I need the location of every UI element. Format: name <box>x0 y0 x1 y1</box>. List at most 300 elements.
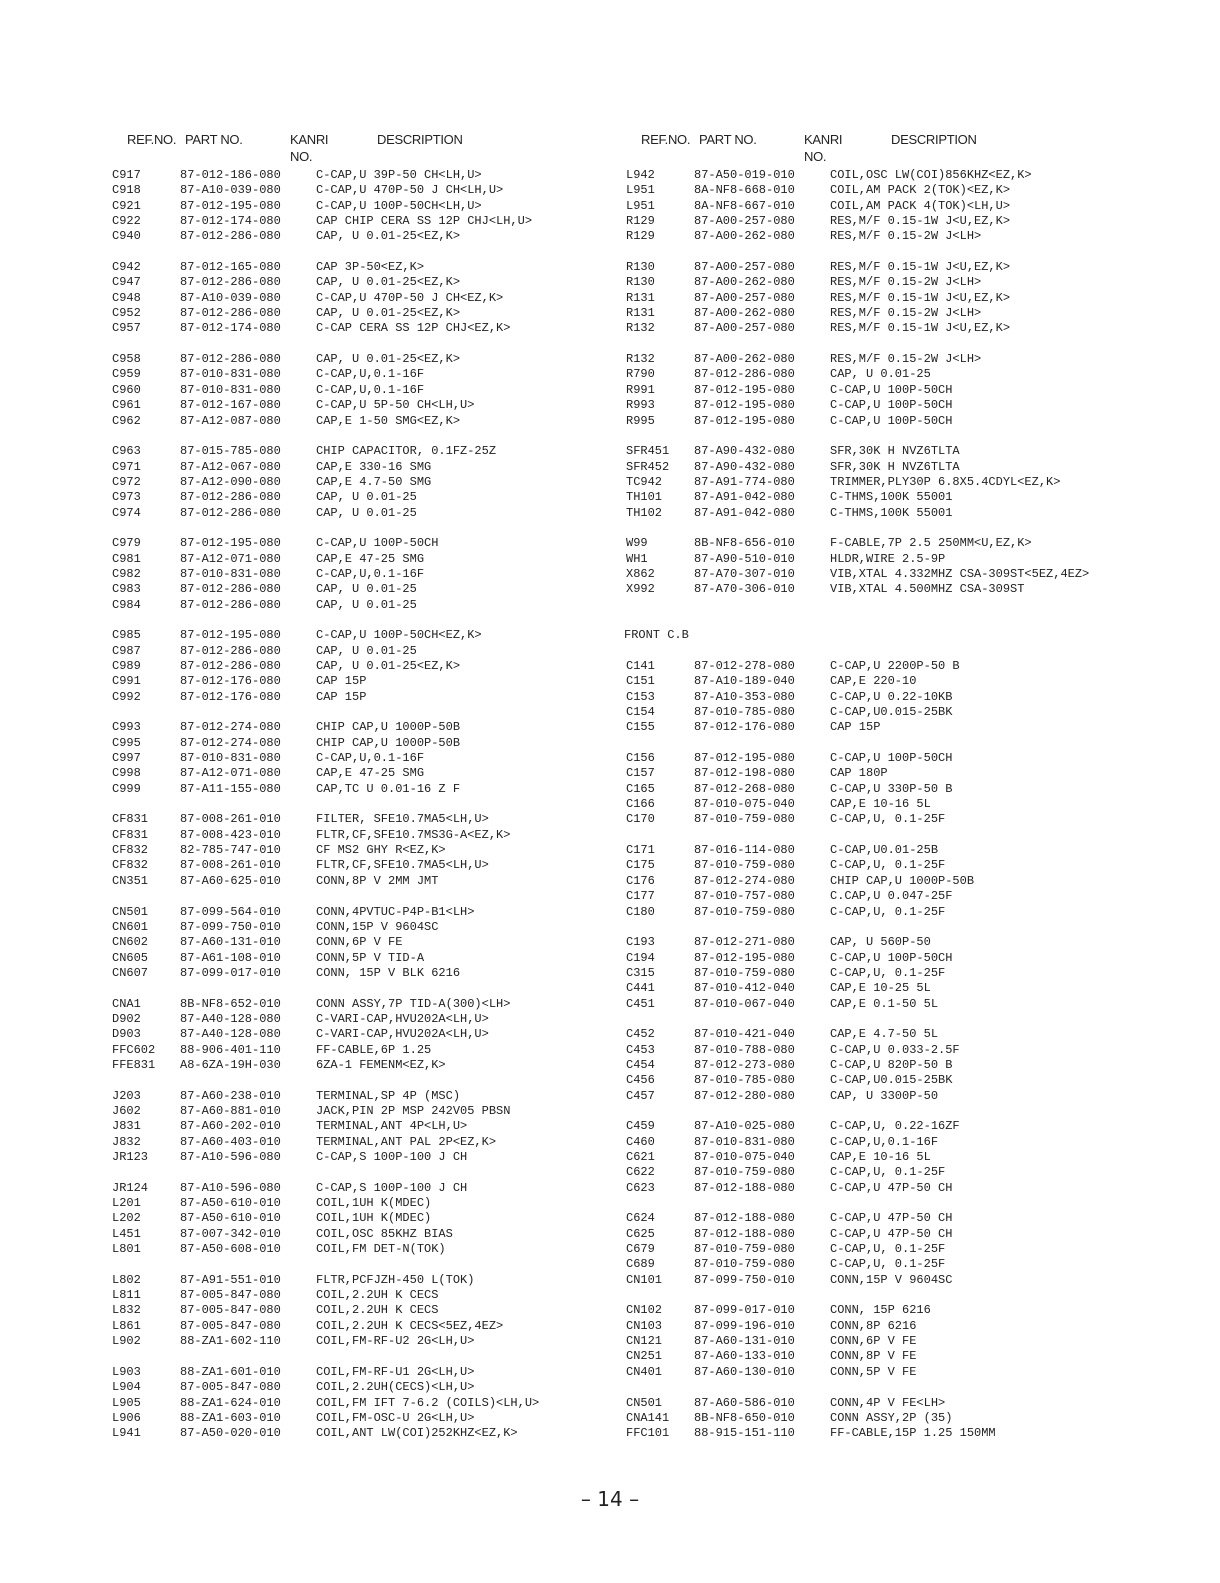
ref-no-cell: L906 <box>112 1410 141 1425</box>
ref-no-cell: C166 <box>626 797 655 812</box>
parts-row <box>110 168 670 183</box>
ref-no-cell: R991 <box>626 382 655 397</box>
description-cell: CAP,TC U 0.01-16 Z F <box>316 781 461 796</box>
ref-no-cell: J832 <box>112 1134 141 1149</box>
parts-row <box>624 1043 1184 1058</box>
parts-row <box>110 828 670 843</box>
part-no-cell: 87-A12-087-080 <box>180 413 281 428</box>
parts-row <box>624 935 1184 950</box>
row-spacer <box>624 521 1184 536</box>
description-cell: RES,M/F 0.15-1W J<U,EZ,K> <box>830 260 1011 275</box>
parts-row <box>110 951 670 966</box>
section-heading <box>624 628 1184 643</box>
description-cell: FILTER, SFE10.7MA5<LH,U> <box>316 812 489 827</box>
part-no-cell: 8A-NF8-667-010 <box>694 198 795 213</box>
parts-row <box>624 582 1184 597</box>
ref-no-cell: L902 <box>112 1334 141 1349</box>
part-no-cell: 87-012-271-080 <box>694 935 795 950</box>
parts-row <box>110 1027 670 1042</box>
part-no-cell: 8B-NF8-652-010 <box>180 996 281 1011</box>
ref-no-cell: L905 <box>112 1395 141 1410</box>
description-cell: COIL,OSC 85KHZ BIAS <box>316 1226 453 1241</box>
part-no-cell: 88-ZA1-624-010 <box>180 1395 281 1410</box>
part-no-cell: 88-ZA1-601-010 <box>180 1364 281 1379</box>
ref-no-cell: R130 <box>626 260 655 275</box>
ref-no-cell: C958 <box>112 352 141 367</box>
ref-no-cell: C622 <box>626 1165 655 1180</box>
ref-no-cell: R131 <box>626 290 655 305</box>
ref-no-cell: C997 <box>112 751 141 766</box>
part-no-cell: 87-012-195-080 <box>180 536 281 551</box>
description-cell: HLDR,WIRE 2.5-9P <box>830 551 946 566</box>
ref-no-cell: C193 <box>626 935 655 950</box>
part-no-cell: 87-012-188-080 <box>694 1180 795 1195</box>
part-no-cell: 87-012-188-080 <box>694 1226 795 1241</box>
ref-no-cell: FFE831 <box>112 1057 156 1072</box>
part-no-cell: 87-A60-625-010 <box>180 873 281 888</box>
parts-row <box>624 444 1184 459</box>
part-no-cell: 87-010-757-080 <box>694 889 795 904</box>
parts-row <box>624 674 1184 689</box>
parts-row <box>624 183 1184 198</box>
ref-no-cell: FFC101 <box>626 1426 670 1441</box>
row-spacer <box>624 644 1184 659</box>
row-spacer <box>110 613 670 628</box>
part-no-cell: 87-010-785-080 <box>694 705 795 720</box>
part-no-cell: 87-A10-353-080 <box>694 689 795 704</box>
parts-row <box>624 275 1184 290</box>
description-cell: CAP, U 0.01-25 <box>316 597 417 612</box>
ref-no-cell: CNA1 <box>112 996 141 1011</box>
description-cell: C-CAP,U, 0.1-25F <box>830 904 946 919</box>
part-no-cell: 87-012-195-080 <box>694 398 795 413</box>
ref-no-cell: L832 <box>112 1303 141 1318</box>
parts-row <box>110 1319 670 1334</box>
ref-no-cell: CF831 <box>112 812 149 827</box>
description-cell: CAP, U 0.01-25 <box>316 643 417 658</box>
parts-row <box>624 367 1184 382</box>
ref-no-cell: C972 <box>112 474 141 489</box>
part-no-cell: 87-012-167-080 <box>180 398 281 413</box>
description-cell: C-CAP,U 330P-50 B <box>830 781 953 796</box>
part-no-header: PART NO. <box>699 132 757 147</box>
part-no-cell: 87-099-750-010 <box>180 919 281 934</box>
ref-no-cell: C155 <box>626 720 655 735</box>
ref-no-cell: C141 <box>626 659 655 673</box>
ref-no-cell: R132 <box>626 321 655 336</box>
description-cell: VIB,XTAL 4.500MHZ CSA-309ST <box>830 582 1025 597</box>
parts-row <box>624 1150 1184 1165</box>
part-no-cell: 87-A91-042-080 <box>694 490 795 505</box>
part-no-cell: 88-906-401-110 <box>180 1042 281 1057</box>
parts-row <box>624 981 1184 996</box>
parts-row <box>110 229 670 244</box>
ref-no-cell: CN251 <box>626 1349 663 1364</box>
part-no-cell: 87-A00-257-080 <box>694 321 795 336</box>
part-no-cell: 87-005-847-080 <box>180 1380 281 1395</box>
part-no-cell: 87-012-176-080 <box>180 689 281 704</box>
description-cell: C-CAP,U 470P-50 J CH<EZ,K> <box>316 290 504 305</box>
parts-rows <box>624 168 1184 1442</box>
parts-row <box>110 1334 670 1349</box>
part-no-cell: 87-010-421-040 <box>694 1027 795 1042</box>
ref-no-cell: C993 <box>112 720 141 735</box>
parts-row <box>624 1027 1184 1042</box>
description-cell: CAP,E 4.7-50 SMG <box>316 474 432 489</box>
parts-row <box>110 1211 670 1226</box>
description-cell: C-CAP,U 0.22-10KB <box>830 689 953 704</box>
row-spacer <box>624 736 1184 751</box>
part-no-cell: 87-A60-202-010 <box>180 1119 281 1134</box>
ref-no-cell: D902 <box>112 1011 141 1026</box>
ref-no-cell: C170 <box>626 812 655 827</box>
parts-row <box>110 858 670 873</box>
part-no-cell: 87-008-261-010 <box>180 858 281 873</box>
part-no-cell: 87-012-198-080 <box>694 766 795 781</box>
part-no-cell: 87-A50-610-010 <box>180 1211 281 1226</box>
description-cell: TRIMMER,PLY30P 6.8X5.4CDYL<EZ,K> <box>830 474 1061 489</box>
parts-row <box>110 751 670 766</box>
description-cell: CAP, U 0.01-25<EZ,K> <box>316 229 461 244</box>
parts-row <box>110 1303 670 1318</box>
ref-no-cell: CN351 <box>112 873 149 888</box>
part-no-cell: 87-012-195-080 <box>694 751 795 766</box>
parts-row <box>624 414 1184 429</box>
description-cell: RES,M/F 0.15-2W J<LH> <box>830 229 982 244</box>
row-spacer <box>624 920 1184 935</box>
parts-row <box>624 766 1184 781</box>
ref-no-cell: CN401 <box>626 1364 663 1379</box>
description-cell: C-CAP,U,0.1-16F <box>830 1134 939 1149</box>
description-cell: CAP 15P <box>830 720 881 735</box>
part-no-cell: 87-015-785-080 <box>180 444 281 459</box>
parts-column-right <box>624 128 1184 1442</box>
ref-no-cell: CN121 <box>626 1334 663 1349</box>
description-cell: C-CAP,U 47P-50 CH <box>830 1211 953 1226</box>
parts-row <box>624 659 1184 674</box>
parts-row <box>110 552 670 567</box>
ref-no-cell: L802 <box>112 1272 141 1287</box>
parts-row <box>624 1319 1184 1334</box>
ref-no-cell: C623 <box>626 1180 655 1195</box>
part-no-cell: 87-012-286-080 <box>180 643 281 658</box>
parts-row <box>624 168 1184 183</box>
part-no-cell: 87-012-278-080 <box>694 659 795 673</box>
ref-no-cell: C974 <box>112 505 141 520</box>
parts-row <box>110 1411 670 1426</box>
description-cell: CAP,E 1-50 SMG<EZ,K> <box>316 413 461 428</box>
parts-row <box>110 1043 670 1058</box>
parts-row <box>110 935 670 950</box>
parts-row <box>110 567 670 582</box>
ref-no-cell: R129 <box>626 229 655 244</box>
ref-no-cell: C985 <box>112 628 141 643</box>
part-no-cell: 87-012-195-080 <box>694 413 795 428</box>
ref-no-cell: C922 <box>112 214 141 229</box>
description-cell: C-CAP,U 2200P-50 B <box>830 659 960 673</box>
row-spacer <box>624 337 1184 352</box>
part-no-cell: 87-010-067-040 <box>694 996 795 1011</box>
ref-no-cell: L861 <box>112 1318 141 1333</box>
part-no-cell: 87-A50-608-010 <box>180 1242 281 1257</box>
description-cell: TERMINAL,ANT 4P<LH,U> <box>316 1119 468 1134</box>
ref-no-cell: C457 <box>626 1088 655 1103</box>
ref-no-cell: L951 <box>626 198 655 213</box>
ref-no-cell: C960 <box>112 382 141 397</box>
part-no-header: PART NO. <box>185 132 243 147</box>
description-cell: C-CAP,U,0.1-16F <box>316 367 425 382</box>
part-no-cell: 87-012-286-080 <box>180 275 281 290</box>
parts-row <box>624 720 1184 735</box>
description-cell: COIL,ANT LW(COI)252KHZ<EZ,K> <box>316 1426 518 1441</box>
description-cell: COIL,FM-RF-U2 2G<LH,U> <box>316 1334 475 1349</box>
description-cell: CHIP CAPACITOR, 0.1FZ-25Z <box>316 444 497 459</box>
part-no-cell: 87-A50-019-010 <box>694 168 795 182</box>
parts-row <box>624 1211 1184 1226</box>
ref-no-cell: C441 <box>626 981 655 996</box>
ref-no-cell: TH102 <box>626 505 663 520</box>
part-no-cell: 87-012-286-080 <box>180 597 281 612</box>
description-cell: CF MS2 GHY R<EZ,K> <box>316 843 446 858</box>
part-no-cell: 87-A60-131-010 <box>180 935 281 950</box>
ref-no-cell: C987 <box>112 643 141 658</box>
page-number: – 14 – <box>580 1487 640 1511</box>
description-cell: C-THMS,100K 55001 <box>830 505 953 520</box>
part-no-cell: 87-012-286-080 <box>180 229 281 244</box>
ref-no-cell: W99 <box>626 536 648 551</box>
ref-no-cell: C165 <box>626 781 655 796</box>
ref-no-cell: L202 <box>112 1211 141 1226</box>
parts-row <box>110 1135 670 1150</box>
description-cell: C-CAP,U 100P-50CH <box>830 413 953 428</box>
parts-row <box>110 690 670 705</box>
parts-row <box>110 536 670 551</box>
parts-row <box>110 475 670 490</box>
description-cell: C-CAP,U0.015-25BK <box>830 1073 953 1088</box>
parts-row <box>110 598 670 613</box>
parts-row <box>110 275 670 290</box>
part-no-cell: 87-010-759-080 <box>694 812 795 827</box>
row-spacer <box>624 245 1184 260</box>
part-no-cell: 87-A60-130-010 <box>694 1364 795 1379</box>
description-cell: CAP,E 10-25 5L <box>830 981 931 996</box>
parts-row <box>110 214 670 229</box>
description-cell: RES,M/F 0.15-1W J<U,EZ,K> <box>830 290 1011 305</box>
description-cell: C-CAP,U 100P-50CH <box>830 398 953 413</box>
ref-no-cell: J203 <box>112 1088 141 1103</box>
description-cell: C-CAP,U, 0.1-25F <box>830 965 946 980</box>
part-no-cell: 87-005-847-080 <box>180 1288 281 1303</box>
description-cell: RES,M/F 0.15-2W J<LH> <box>830 352 982 367</box>
parts-row <box>624 705 1184 720</box>
column-header <box>110 128 670 168</box>
description-cell: C-THMS,100K 55001 <box>830 490 953 505</box>
ref-no-cell: SFR451 <box>626 444 670 459</box>
parts-row <box>624 889 1184 904</box>
description-cell: FF-CABLE,15P 1.25 150MM <box>830 1426 996 1441</box>
ref-no-cell: L451 <box>112 1226 141 1241</box>
part-no-cell: 87-012-286-080 <box>694 367 795 382</box>
parts-row <box>110 1242 670 1257</box>
ref-no-cell: C621 <box>626 1150 655 1164</box>
part-no-cell: 82-785-747-010 <box>180 843 281 858</box>
parts-row <box>110 659 670 674</box>
part-no-cell: 87-A60-131-010 <box>694 1334 795 1349</box>
ref-no-cell: C451 <box>626 996 655 1011</box>
section-heading-text: FRONT C.B <box>624 628 689 643</box>
ref-no-cell: C459 <box>626 1119 655 1134</box>
ref-no-header: REF.NO. <box>127 132 177 147</box>
ref-no-cell: C171 <box>626 843 655 858</box>
part-no-cell: 87-010-759-080 <box>694 858 795 873</box>
description-cell: CONN,5P V TID-A <box>316 950 425 965</box>
description-header: DESCRIPTION <box>377 132 463 147</box>
parts-row <box>624 1165 1184 1180</box>
parts-row <box>624 1426 1184 1441</box>
part-no-cell: 88-ZA1-602-110 <box>180 1334 281 1349</box>
description-cell: CHIP CAP,U 1000P-50B <box>830 873 975 888</box>
part-no-cell: 87-012-195-080 <box>180 628 281 643</box>
ref-no-cell: J831 <box>112 1119 141 1134</box>
description-cell: C-CAP,U 39P-50 CH<LH,U> <box>316 168 482 182</box>
parts-row <box>624 797 1184 812</box>
description-cell: CONN,6P V FE <box>316 935 403 950</box>
parts-row <box>624 260 1184 275</box>
part-no-cell: 87-012-274-080 <box>180 720 281 735</box>
parts-row <box>624 1396 1184 1411</box>
part-no-cell: 87-A61-108-010 <box>180 950 281 965</box>
ref-no-cell: C984 <box>112 597 141 612</box>
parts-row <box>624 1242 1184 1257</box>
description-cell: COIL,1UH K(MDEC) <box>316 1211 432 1226</box>
ref-no-cell: C624 <box>626 1211 655 1226</box>
part-no-cell: 87-A00-262-080 <box>694 229 795 244</box>
ref-no-cell: C947 <box>112 275 141 290</box>
part-no-cell: 87-012-286-080 <box>180 505 281 520</box>
ref-no-cell: C154 <box>626 705 655 720</box>
description-cell: CAP,E 47-25 SMG <box>316 766 425 781</box>
description-cell: CONN,4P V FE<LH> <box>830 1395 946 1410</box>
row-spacer <box>624 1380 1184 1395</box>
description-cell: COIL,AM PACK 2(TOK)<EZ,K> <box>830 183 1011 198</box>
part-no-cell: 87-A70-306-010 <box>694 582 795 597</box>
description-cell: C-CAP,U 100P-50CH <box>316 536 439 551</box>
parts-row <box>110 782 670 797</box>
description-cell: TERMINAL,SP 4P (MSC) <box>316 1088 461 1103</box>
description-cell: CONN, 15P V BLK 6216 <box>316 965 461 980</box>
part-no-cell: 87-A00-257-080 <box>694 290 795 305</box>
part-no-cell: 87-A40-128-080 <box>180 1027 281 1042</box>
row-spacer <box>110 1257 670 1272</box>
ref-no-cell: TC942 <box>626 474 663 489</box>
parts-row <box>624 1058 1184 1073</box>
description-header: DESCRIPTION <box>891 132 977 147</box>
description-cell: CAP, U 0.01-25 <box>316 490 417 505</box>
part-no-cell: 87-A50-610-010 <box>180 1196 281 1211</box>
part-no-cell: 87-012-286-080 <box>180 659 281 673</box>
ref-no-cell: FFC602 <box>112 1042 156 1057</box>
parts-row <box>624 383 1184 398</box>
part-no-cell: 87-A60-586-010 <box>694 1395 795 1410</box>
part-no-cell: 87-012-176-080 <box>694 720 795 735</box>
ref-no-cell: C973 <box>112 490 141 505</box>
part-no-cell: 87-012-176-080 <box>180 674 281 689</box>
part-no-cell: 87-010-075-040 <box>694 1150 795 1164</box>
parts-row <box>110 414 670 429</box>
description-cell: C-CAP,U,0.1-16F <box>316 382 425 397</box>
row-spacer <box>110 245 670 260</box>
ref-no-cell: CNA141 <box>626 1410 670 1425</box>
ref-no-cell: C456 <box>626 1073 655 1088</box>
parts-row <box>624 506 1184 521</box>
description-cell: TERMINAL,ANT PAL 2P<EZ,K> <box>316 1134 497 1149</box>
description-cell: C-CAP,U, 0.1-25F <box>830 1242 946 1257</box>
part-no-cell: 87-012-186-080 <box>180 168 281 182</box>
description-cell: C-CAP,U 47P-50 CH <box>830 1226 953 1241</box>
description-cell: COIL,FM-RF-U1 2G<LH,U> <box>316 1364 475 1379</box>
description-cell: C-CAP,U, 0.1-25F <box>830 1165 946 1180</box>
parts-row <box>624 843 1184 858</box>
part-no-cell: 87-012-286-080 <box>180 352 281 367</box>
parts-row <box>624 858 1184 873</box>
parts-row <box>624 352 1184 367</box>
part-no-cell: 87-010-831-080 <box>180 367 281 382</box>
part-no-cell: 87-A90-432-080 <box>694 459 795 474</box>
part-no-cell: 87-A12-071-080 <box>180 551 281 566</box>
parts-row <box>110 260 670 275</box>
part-no-cell: 87-099-564-010 <box>180 904 281 919</box>
part-no-cell: 87-016-114-080 <box>694 843 795 858</box>
part-no-cell: 87-012-286-080 <box>180 306 281 321</box>
parts-row <box>110 736 670 751</box>
description-cell: C-CAP,U 100P-50CH <box>830 751 953 766</box>
ref-no-header: REF.NO. <box>641 132 691 147</box>
description-cell: CONN,8P V FE <box>830 1349 917 1364</box>
part-no-cell: 88-ZA1-603-010 <box>180 1410 281 1425</box>
parts-row <box>110 1119 670 1134</box>
description-cell: C-CAP,U 100P-50CH<EZ,K> <box>316 628 482 643</box>
parts-row <box>110 997 670 1012</box>
description-cell: CONN,15P V 9604SC <box>830 1272 953 1287</box>
part-no-cell: 88-915-151-110 <box>694 1426 795 1441</box>
ref-no-cell: C979 <box>112 536 141 551</box>
ref-no-cell: R131 <box>626 306 655 321</box>
ref-no-cell: R790 <box>626 367 655 382</box>
parts-row <box>110 674 670 689</box>
part-no-cell: 87-A10-039-080 <box>180 290 281 305</box>
parts-row <box>624 997 1184 1012</box>
part-no-cell: 87-010-785-080 <box>694 1073 795 1088</box>
part-no-cell: 87-099-196-010 <box>694 1318 795 1333</box>
kanri-no-header: NO. <box>290 149 313 164</box>
description-cell: COIL,FM IFT 7-6.2 (COILS)<LH,U> <box>316 1395 540 1410</box>
ref-no-cell: CN101 <box>626 1272 663 1287</box>
parts-row <box>624 229 1184 244</box>
part-no-cell: 87-A12-067-080 <box>180 459 281 474</box>
row-spacer <box>624 613 1184 628</box>
description-cell: CAP 3P-50<EZ,K> <box>316 260 425 275</box>
part-no-cell: 87-099-017-010 <box>694 1303 795 1318</box>
ref-no-cell: WH1 <box>626 551 648 566</box>
description-cell: CHIP CAP,U 1000P-50B <box>316 720 461 735</box>
description-cell: CONN ASSY,2P (35) <box>830 1410 953 1425</box>
parts-row <box>110 506 670 521</box>
description-cell: 6ZA-1 FEMENM<EZ,K> <box>316 1057 446 1072</box>
parts-row <box>624 812 1184 827</box>
parts-row <box>110 966 670 981</box>
description-cell: COIL,2.2UH K CECS<5EZ,4EZ> <box>316 1318 504 1333</box>
ref-no-cell: C157 <box>626 766 655 781</box>
